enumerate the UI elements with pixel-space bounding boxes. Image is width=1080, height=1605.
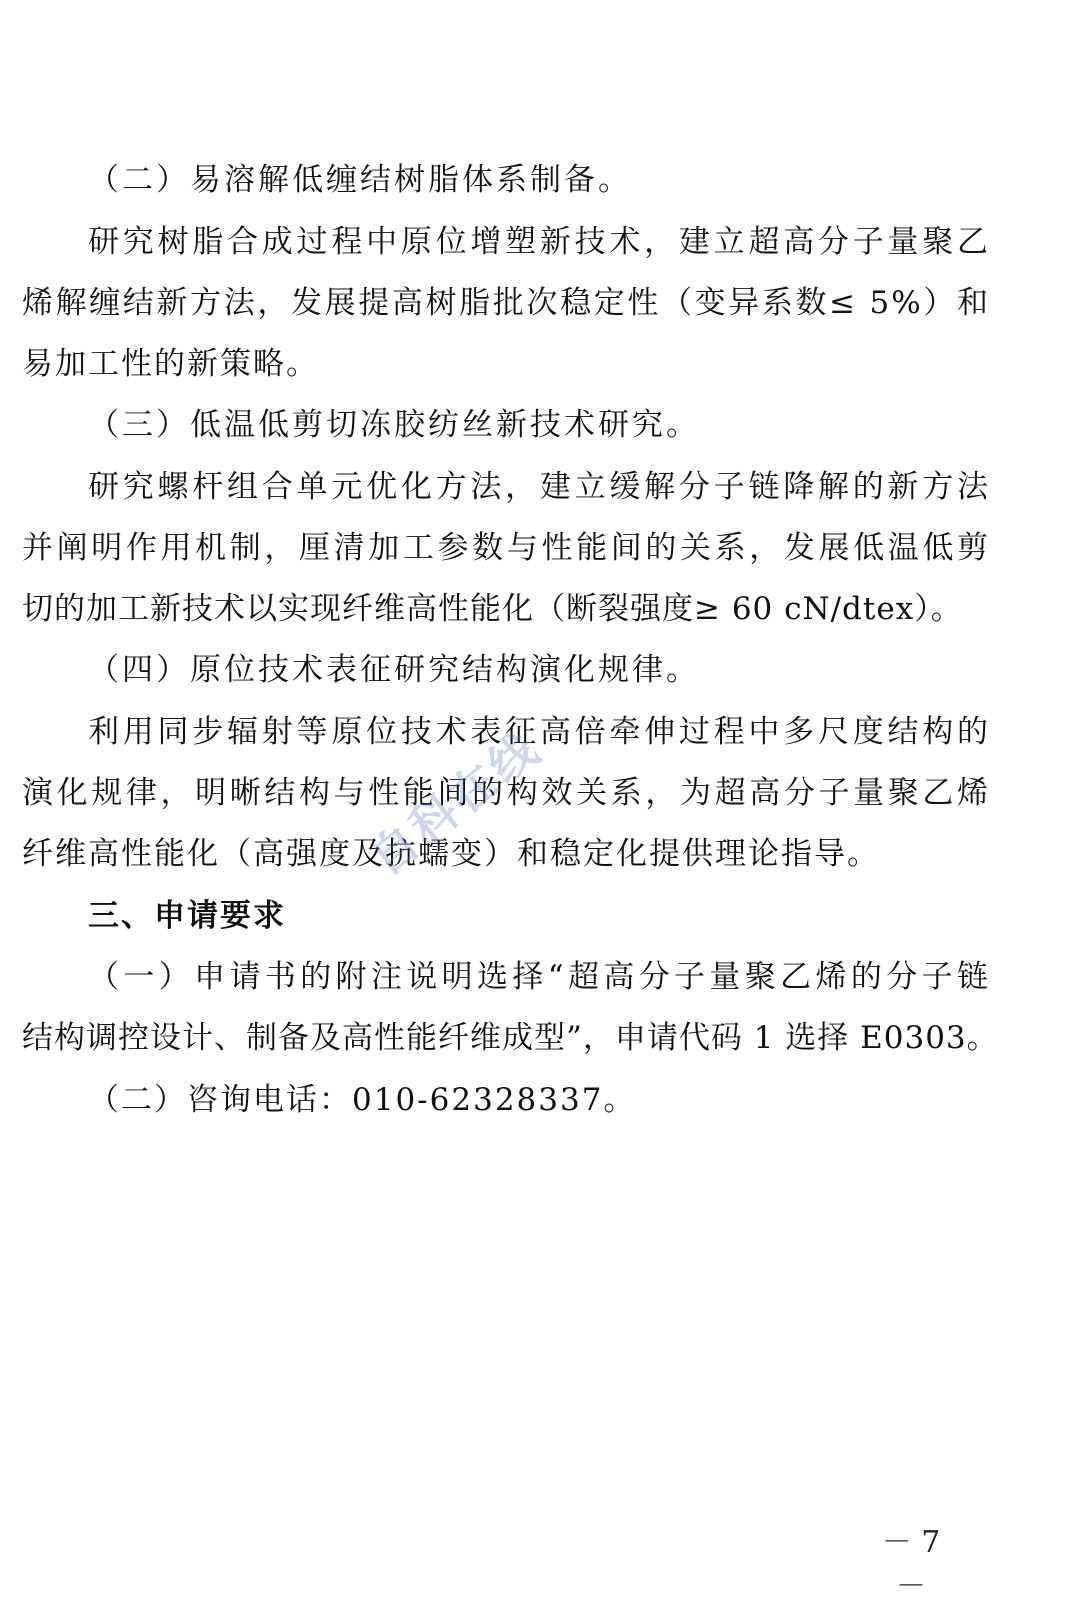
paragraph-line: 研究树脂合成过程中原位增塑新技术，建立超高分子量聚乙 [88,224,990,260]
paragraph-line: 研究螺杆组合单元优化方法，建立缓解分子链降解的新方法 [88,469,990,505]
paragraph-line: 利用同步辐射等原位技术表征高倍牵伸过程中多尺度结构的 [88,714,990,750]
subheading-4: （四）原位技术表征研究结构演化规律。 [88,652,700,688]
paragraph-line: 切的加工新技术以实现纤维高性能化（断裂强度≥ 60 cN/dtex）。 [22,591,963,627]
paragraph-line: （二）咨询电话：010-62328337。 [88,1082,637,1118]
section-heading: 三、申请要求 [88,898,286,934]
paragraph-line: （一）申请书的附注说明选择“超高分子量聚乙烯的分子链 [88,959,990,995]
paragraph-line: 纤维高性能化（高强度及抗蠕变）和稳定化提供理论指导。 [22,836,880,872]
paragraph-line: 演化规律，明晰结构与性能间的构效关系，为超高分子量聚乙烯 [22,775,990,811]
paragraph-line: 易加工性的新策略。 [22,346,319,382]
paragraph-line: 并阐明作用机制，厘清加工参数与性能间的关系，发展低温低剪 [22,530,990,566]
page-number: － 7 － [881,1525,941,1604]
paragraph-line: 结构调控设计、制备及高性能纤维成型”，申请代码 1 选择 E0303。 [22,1020,999,1056]
subheading-3: （三）低温低剪切冻胶纺丝新技术研究。 [88,407,700,443]
watermark: 自科在线 [359,719,551,886]
paragraph-line: 烯解缠结新方法，发展提高树脂批次稳定性（变异系数≤ 5%）和 [22,285,990,321]
subheading-2: （二）易溶解低缠结树脂体系制备。 [88,162,632,198]
